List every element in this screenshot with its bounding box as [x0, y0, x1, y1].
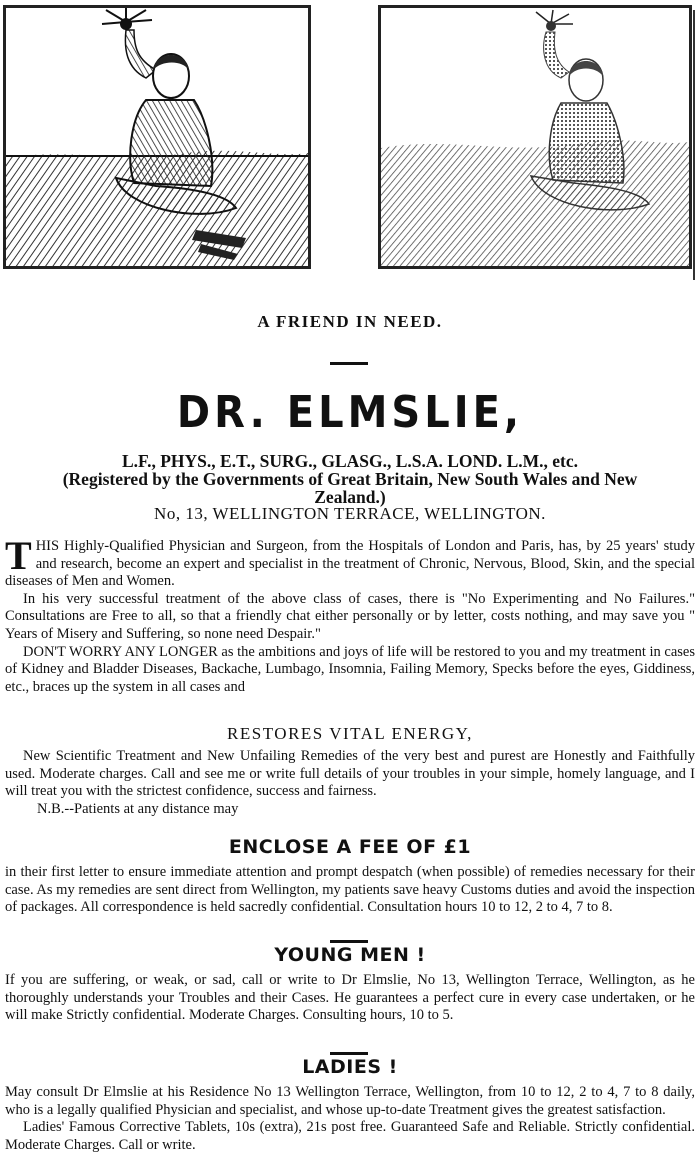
- young-men-heading: YOUNG MEN !: [274, 944, 426, 966]
- divider-rule: [330, 362, 368, 365]
- address: No, 13, WELLINGTON TERRACE, WELLINGTON.: [154, 504, 546, 523]
- ladies-paragraph: May consult Dr Elmslie at his Residence No 13 Wellington Terrace, Wellington, from 10 to 12, 2 to 4, 7 to 8 daily, who is a legally qualified Physician and specialist, and whose up-to-date Treatment gives the greatest satisfaction.: [5, 1084, 695, 1118]
- remedies-paragraph: New Scientific Treatment and New Unfailing Remedies of the very best and purest are Honestly and Faithfully used. Moderate charges. Call and see me or write full details of your troubles in your simple, homely language, and I will treat you with the strictest confidence, success and fairness.: [5, 748, 695, 800]
- intro-paragraph: [5, 533, 695, 591]
- seated-woman-figure-left: [6, 8, 308, 266]
- divider-rule: [330, 1052, 368, 1055]
- seated-woman-figure-right: [381, 8, 689, 266]
- body-text-ladies: [5, 1084, 695, 1154]
- tablets-paragraph: Ladies' Famous Corrective Tablets, 10s (extra), 21s post free. Guaranteed Safe and Reliable. Strictly confidential. Moderate Charges. Call or write.: [5, 1119, 695, 1153]
- drop-cap: T: [5, 533, 32, 578]
- intro-text: HIS Highly-Qualified Physician and Surgeon, from the Hospitals of London and Paris, has, by 25 years' study and research, become an expert and specialist in the treatment of Chronic, Nervous, Blood, Skin, and the special diseases of Men and Women.: [5, 538, 695, 590]
- treatment-paragraph: In his very successful treatment of the above class of cases, there is "No Experimenting and No Failures." Consultations are Free to all, so that a friendly chat either personally or by letter, costs nothing, and may save you " Years of Misery and Suffering, so none need Despair.": [5, 590, 695, 642]
- divider-rule: [330, 940, 368, 943]
- illustration-right: [378, 5, 692, 269]
- fee-paragraph: in their first letter to ensure immediate attention and prompt despatch (when possible) of remedies necessary for their case. As my remedies are sent direct from Wellington, my patients save heavy Customs duties and avoid the inspection of packages. All correspondence is held sacredly confidential. Consultation hours 10 to 12, 2 to 4, 7 to 8.: [5, 864, 695, 916]
- body-text-young-men: [5, 972, 695, 1025]
- ladies-heading: LADIES !: [302, 1056, 398, 1078]
- body-text-remedies: [5, 748, 695, 818]
- page-edge-mark: [693, 10, 699, 280]
- illustration-left: [3, 5, 311, 269]
- credentials: L.F., PHYS., E.T., SURG., GLASG., L.S.A. LOND. L.M., etc.: [121, 451, 579, 471]
- fee-heading: ENCLOSE A FEE OF £1: [228, 836, 472, 858]
- registered-note: (Registered by the Governments of Great Britain, New South Wales and New Zealand.): [62, 469, 638, 507]
- credentials-block: [0, 452, 700, 506]
- doctor-name: DR. ELMSLIE,: [176, 388, 524, 438]
- restores-heading: RESTORES VITAL ENERGY,: [227, 724, 473, 743]
- worry-paragraph: DON'T WORRY ANY LONGER as the ambitions and joys of life will be restored to you and my treatment in cases of Kidney and Bladder Diseases, Backache, Lumbago, Insomnia, Failing Memory, Specks before the eyes, Giddiness, etc., braces up the system in all cases and: [5, 643, 695, 695]
- body-text-main: [5, 533, 695, 696]
- nb-paragraph: N.B.--Patients at any distance may: [37, 800, 239, 817]
- young-men-paragraph: If you are suffering, or weak, or sad, call or write to Dr Elmslie, No 13, Wellington Terrace, Wellington, as he thoroughly understands your Troubles and their Cases. He guarantees a perfect cure in every case undertaken, or he will make Strictly confidential. Moderate Charges. Consulting hours, 10 to 5.: [5, 972, 695, 1024]
- headline: A FRIEND IN NEED.: [257, 312, 443, 331]
- body-text-fee: [5, 864, 695, 917]
